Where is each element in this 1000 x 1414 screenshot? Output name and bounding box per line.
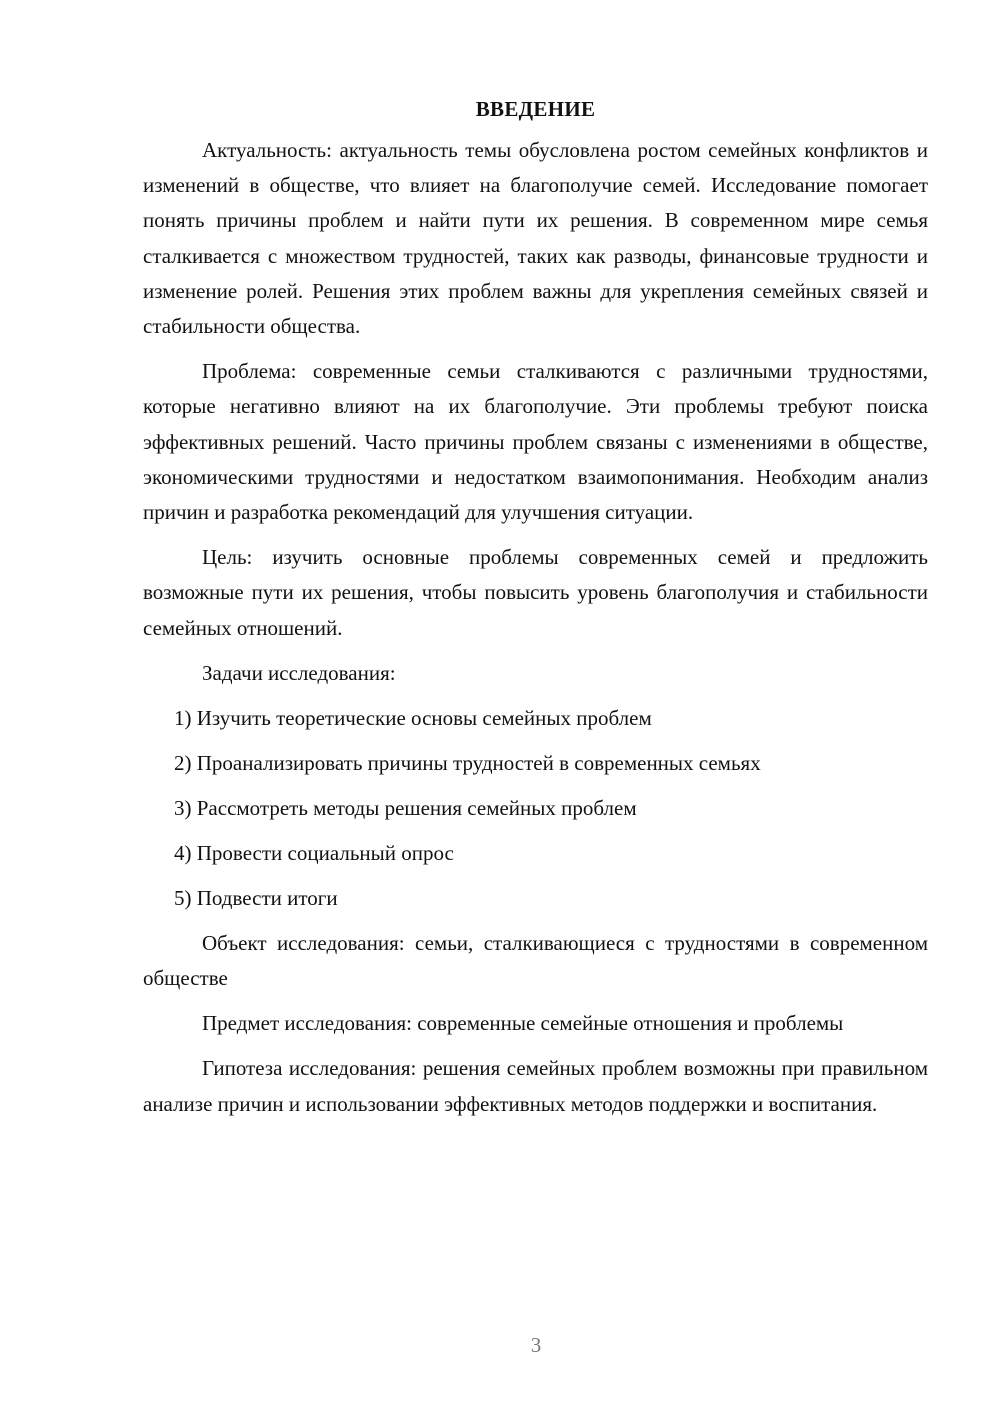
tasks-title: Задачи исследования:	[202, 660, 396, 685]
task-item: 1) Изучить теоретические основы семейных проблем	[174, 705, 652, 730]
paragraph-problem: Проблема: современные семьи сталкиваются с различными трудностями, которые негативно влияют на их благополучие. Эти проблемы требуют поиска эффективных решений. Часто причины проблем связаны с изменениями в обществе, экономическими трудностями и недостатком взаимопонимания. Необходим анализ причин и разработка рекомендаций для улучшения ситуации.	[143, 359, 928, 525]
task-item: 2) Проанализировать причины трудностей в современных семьях	[174, 750, 761, 775]
paragraph-subject: Предмет исследования: современные семейные отношения и проблемы	[202, 1011, 844, 1036]
paragraph-relevance: Актуальность: актуальность темы обусловлена ростом семейных конфликтов и изменений в обществе, что влияет на благополучие семей. Исследование помогает понять причины проблем и найти пути их решения. В современном мире семья сталкивается с множеством трудностей, таких как разводы, финансовые трудности и изменение ролей. Решения этих проблем важны для укрепления семейных связей и стабильности общества.	[143, 138, 928, 339]
task-list	[143, 701, 928, 916]
paragraph-object: Объект исследования: семьи, сталкивающиеся с трудностями в современном обществе	[143, 930, 928, 991]
paragraph-hypothesis: Гипотеза исследования: решения семейных проблем возможны при правильном анализе причин и использовании эффективных методов поддержки и воспитания.	[143, 1056, 928, 1116]
task-item: 4) Провести социальный опрос	[174, 840, 454, 865]
document-page	[143, 92, 928, 1132]
document-heading: ВВЕДЕНИЕ	[475, 97, 596, 121]
task-item: 5) Подвести итоги	[174, 885, 338, 910]
paragraph-goal: Цель: изучить основные проблемы современных семей и предложить возможные пути их решения, чтобы повысить уровень благополучия и стабильности семейных отношений.	[143, 545, 928, 640]
page-number: 3	[530, 1333, 542, 1357]
task-item: 3) Рассмотреть методы решения семейных проблем	[174, 795, 637, 820]
